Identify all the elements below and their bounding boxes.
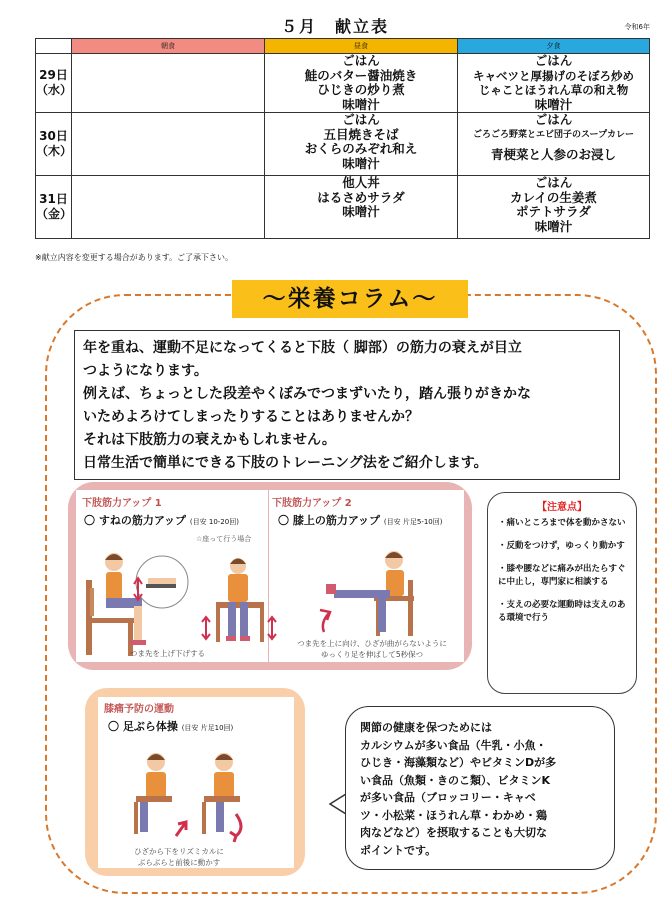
intro-line: それは下肢筋力の衰えかもしれません。 <box>83 432 336 448</box>
day-weekday: （木） <box>36 144 73 158</box>
exercise-3-caption-line: ひざから下をリズミカルに <box>134 847 224 856</box>
dish: 鮭のバター醤油焼き <box>304 67 418 83</box>
dish: ごはん <box>342 53 380 68</box>
lunch-cell <box>265 113 458 176</box>
exercise-1-title: 〇 すねの筋力アップ <box>84 514 187 527</box>
bubble-line: 肉などなど）を摂取することも大切な <box>360 826 547 839</box>
caution-item: ・支えの必要な運動時は支えのある環境で行う <box>498 600 626 623</box>
breakfast-cell <box>72 54 265 113</box>
dish: ごはん <box>534 53 573 68</box>
menu-table <box>35 38 650 239</box>
table-row <box>36 176 650 239</box>
dish: じゃことほうれん草の和え物 <box>478 83 629 97</box>
caution-item: ・痛いところまで体を動かさない <box>498 518 626 528</box>
exercise-3-guide: (目安 片足10回) <box>181 724 234 732</box>
column-title: ～栄養コラム～ <box>232 280 468 318</box>
dish: 他人丼 <box>342 175 380 190</box>
dish: ごはん <box>534 112 573 127</box>
exercise-3-title: 〇 足ぶら体操 <box>108 720 178 733</box>
day-date: 30日 <box>39 129 68 143</box>
exercise-1-name <box>84 512 239 528</box>
bubble-line: ひじき・海藻類など）やビタミンDが多 <box>360 756 557 769</box>
exercise-2-caption <box>282 638 462 660</box>
caution-item: ・反動をつけず，ゆっくり動かす <box>498 541 625 551</box>
exercise-1-illustration <box>76 540 276 660</box>
day-weekday: （水） <box>36 83 73 97</box>
exercise-2-guide: (目安 片足5-10回) <box>383 518 443 526</box>
exercise-3-heading: 膝痛予防の運動 <box>104 704 174 715</box>
table-row <box>36 113 650 176</box>
breakfast-cell <box>72 176 265 239</box>
menu-note: ※献立内容を変更する場合があります。ご了承下さい。 <box>35 253 234 262</box>
dish: 味噌汁 <box>534 96 573 112</box>
era-label: 令和6年 <box>624 23 650 31</box>
bubble-line: が多い食品（ブロッコリー・キャベ <box>360 791 536 804</box>
dish: ごはん <box>342 112 380 127</box>
dish: おくらのみぞれ和え <box>304 141 418 156</box>
dish: カレイの生姜煮 <box>510 189 597 205</box>
intro-line: つようになります。 <box>83 363 208 379</box>
exercise-2-heading: 下肢筋力アップ 2 <box>272 498 352 509</box>
dish: 味噌汁 <box>342 155 380 171</box>
day-cell <box>36 54 72 113</box>
exercise-2-illustration <box>290 540 470 640</box>
exercise-3-illustration <box>106 744 286 844</box>
exercise-2-name <box>278 512 442 528</box>
intro-line: 例えば、ちょっとした段差やくぼみでつまずいたり，踏ん張りがきかな <box>83 386 531 402</box>
dish: はるさめサラダ <box>317 189 405 205</box>
caution-title: 【注意点】 <box>537 502 587 513</box>
bubble-line: カルシウムが多い食品（牛乳・小魚・ <box>360 738 547 752</box>
bubble-line: 関節の健康を保つためには <box>360 721 492 734</box>
bubble-line: ツ・小松菜・ほうれん草・わかめ・鶏 <box>360 808 547 822</box>
dish: 青梗菜と人参のお浸し <box>490 146 616 162</box>
dish: ひじきの炒り煮 <box>317 82 405 97</box>
exercise-1-guide: (目安 10-20回) <box>189 518 239 526</box>
intro-line: 日常生活で簡単にできる下肢のトレーニング法をご紹介します。 <box>83 455 488 471</box>
day-weekday: （金） <box>36 207 73 221</box>
dish: 味噌汁 <box>342 96 380 112</box>
lunch-header: 昼食 <box>265 39 458 54</box>
dish: 味噌汁 <box>342 204 380 219</box>
intro-line: いためよろけてしまったりすることはありませんか？ <box>83 409 419 425</box>
exercise-1-seated-note: ☆座って行う場合 <box>196 535 252 543</box>
dinner-cell <box>458 54 650 113</box>
exercise-1-caption: つま先を上げ下げする <box>130 649 205 658</box>
day-cell <box>36 176 72 239</box>
bubble-line: い食品（魚類・きのこ類）、ビタミンK <box>360 773 551 787</box>
dish: キャベツと厚揚げのそぼろ炒め <box>473 68 634 83</box>
intro-line: 年を重ね、運動不足になってくると下肢（ 脚部）の筋力の衰えが目立 <box>83 340 522 356</box>
dish: 五目焼きそば <box>323 126 399 142</box>
day-date: 29日 <box>39 68 68 82</box>
breakfast-cell <box>72 113 265 176</box>
exercise-3-name <box>108 718 233 734</box>
exercise-2-title: 〇 膝上の筋力アップ <box>278 514 381 527</box>
dish: ごろごろ野菜とエビ団子のスープカレー <box>472 129 634 140</box>
day-cell <box>36 113 72 176</box>
day-date: 31日 <box>39 192 68 206</box>
exercise-2-caption-line: つま先を上に向け、ひざが曲がらないように <box>297 639 447 648</box>
dinner-header: 夕食 <box>458 39 650 54</box>
dish: ポテトサラダ <box>516 204 591 219</box>
caution-box <box>487 492 637 694</box>
intro-box <box>74 330 620 480</box>
bubble-line: ポイントです。 <box>360 843 437 857</box>
exercise-3-caption-line: ぶらぶらと前後に動かす <box>137 858 221 867</box>
page-title: ５月 献立表 <box>280 17 389 36</box>
exercise-2-caption-line: ゆっくり足を伸ばして5秒保つ <box>320 650 424 659</box>
dinner-cell <box>458 113 650 176</box>
exercise-1-heading: 下肢筋力アップ 1 <box>82 498 162 509</box>
breakfast-header: 朝食 <box>72 39 265 54</box>
dish: ごはん <box>534 175 573 190</box>
exercise-3-caption <box>104 846 254 868</box>
dish: 味噌汁 <box>534 218 573 234</box>
lunch-cell <box>265 54 458 113</box>
header-row <box>36 39 650 54</box>
table-row <box>36 54 650 113</box>
lunch-cell <box>265 176 458 239</box>
nutrition-bubble <box>345 706 615 870</box>
caution-item: ・膝や腰などに痛みが出たらすぐに中止し，専門家に相談する <box>498 564 626 587</box>
blank-header <box>36 39 72 54</box>
dinner-cell <box>458 176 650 239</box>
